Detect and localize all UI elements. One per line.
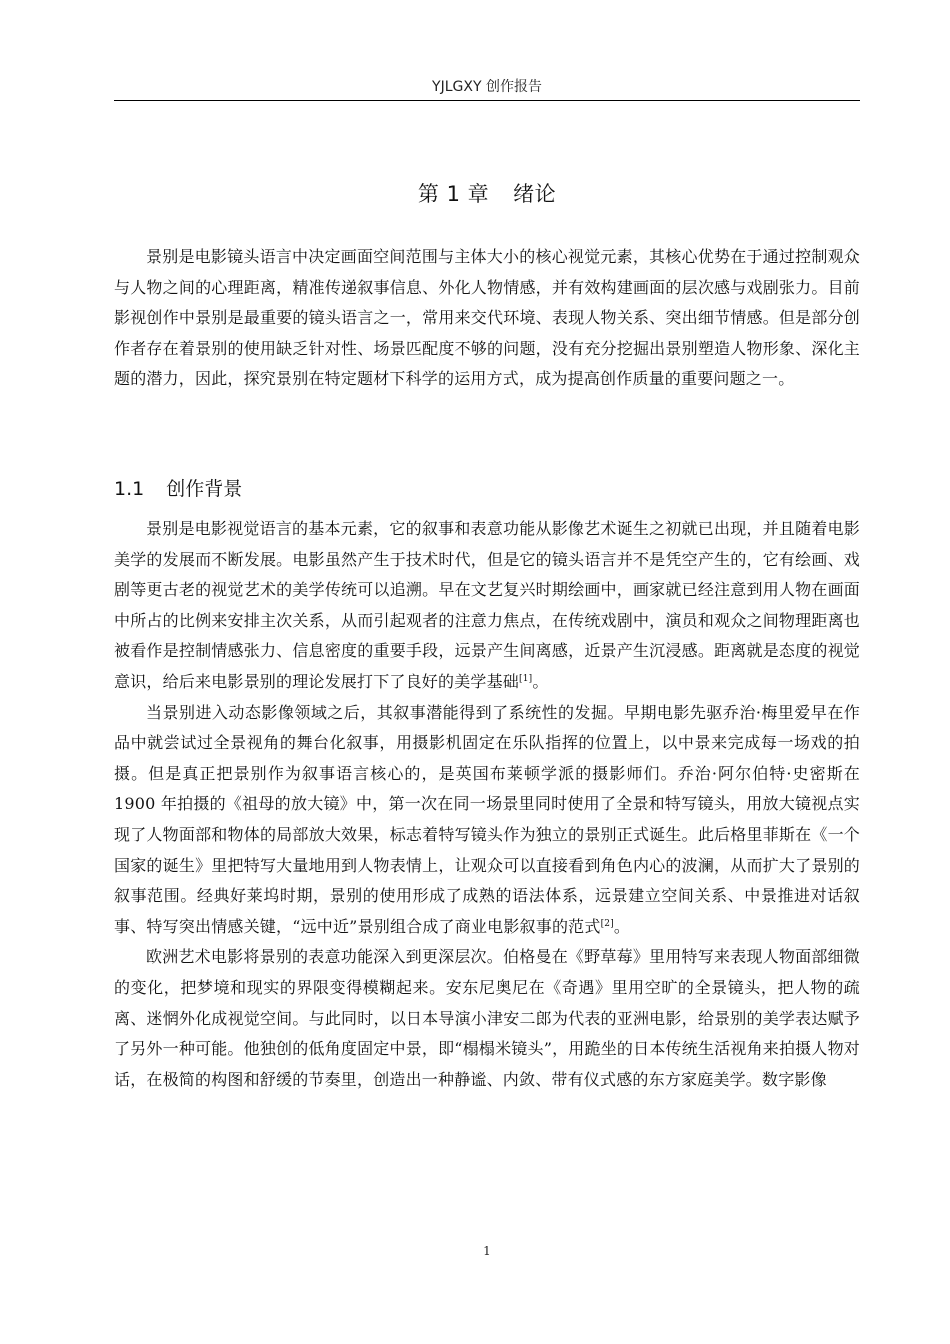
chapter-number: 第 1 章 [417,182,490,206]
citation-1: [1] [519,673,533,684]
section-number: 1.1 [114,478,145,500]
running-header: YJLGXY 创作报告 [432,79,542,95]
intro-block [114,242,860,395]
paragraph-2-end: 。 [613,916,631,936]
section-paragraph-2 [114,698,860,943]
section-body [114,514,860,1095]
page-number: 1 [483,1244,491,1258]
chapter-name: 绪论 [513,182,557,206]
paragraph-1-text: 景别是电影视觉语言的基本元素，它的叙事和表意功能从影像艺术诞生之初就已出现，并且随着电影美学的发展而不断发展。电影虽然产生于技术时代，但是它的镜头语言并不是凭空产生的，它有绘画、戏剧等更古老的视觉艺术的美学传统可以追溯。早在文艺复兴时期绘画中，画家就已经注意到用人物在画面中所占的比例来安排主次关系，从而引起观者的注意力焦点，在传统戏剧中，演员和观众之间物理距离也被看作是控制情感张力、信息密度的重要手段，远景产生间离感，近景产生沉浸感。距离就是态度的视觉意识，给后来电影景别的理论发展打下了良好的美学基础 [114,519,860,691]
chapter-title [114,178,860,208]
paragraph-1-end: 。 [532,671,549,691]
header-rule [114,100,860,101]
section-heading [114,474,242,501]
intro-paragraph: 景别是电影镜头语言中决定画面空间范围与主体大小的核心视觉元素，其核心优势在于通过控制观众与人物之间的心理距离，精准传递叙事信息、外化人物情感，并有效构建画面的层次感与戏剧张力。目前影视创作中景别是最重要的镜头语言之一，常用来交代环境、表现人物关系、突出细节情感。但是部分创作者存在着景别的使用缺乏针对性、场景匹配度不够的问题，没有充分挖掘出景别塑造人物形象、深化主题的潜力，因此，探究景别在特定题材下科学的运用方式，成为提高创作质量的重要问题之一。 [114,247,860,389]
section-title: 创作背景 [166,478,243,500]
paragraph-2-text: 当景别进入动态影像领域之后，其叙事潜能得到了系统性的发掘。早期电影先驱乔治·梅里爱早在作品中就尝试过全景视角的舞台化叙事，用摄影机固定在乐队指挥的位置上，以中景来完成每一场戏的拍摄。但是真正把景别作为叙事语言核心的，是英国布莱顿学派的摄影师们。乔治·阿尔伯特·史密斯在 1900 年拍摄的《祖母的放大镜》中，第一次在同一场景里同时使用了全景和特写镜头，用放大镜视点实现了人物面部和物体的局部放大效果，标志着特写镜头作为独立的景别正式诞生。此后格里菲斯在《一个国家的诞生》里把特写大量地用到人物表情上，让观众可以直接看到角色内心的波澜，从而扩大了景别的叙事范围。经典好莱坞时期，景别的使用形成了成熟的语法体系，远景建立空间关系、中景推进对话叙事、特写突出情感关键，“远中近”景别组合成了商业电影叙事的范式 [114,702,860,936]
section-paragraph-3: 欧洲艺术电影将景别的表意功能深入到更深层次。伯格曼在《野草莓》里用特写来表现人物面部细微的变化，把梦境和现实的界限变得模糊起来。安东尼奥尼在《奇遇》里用空旷的全景镜头，把人物的疏离、迷惘外化成视觉空间。与此同时，以日本导演小津安二郎为代表的亚洲电影，给景别的美学表达赋予了另外一种可能。他独创的低角度固定中景，即“榻榻米镜头”，用跪坐的日本传统生活视角来拍摄人物对话，在极简的构图和舒缓的节奏里，创造出一种静谧、内敛、带有仪式感的东方家庭美学。数字影像 [114,947,860,1089]
section-paragraph-1 [114,514,860,698]
citation-2: [2] [600,918,614,929]
